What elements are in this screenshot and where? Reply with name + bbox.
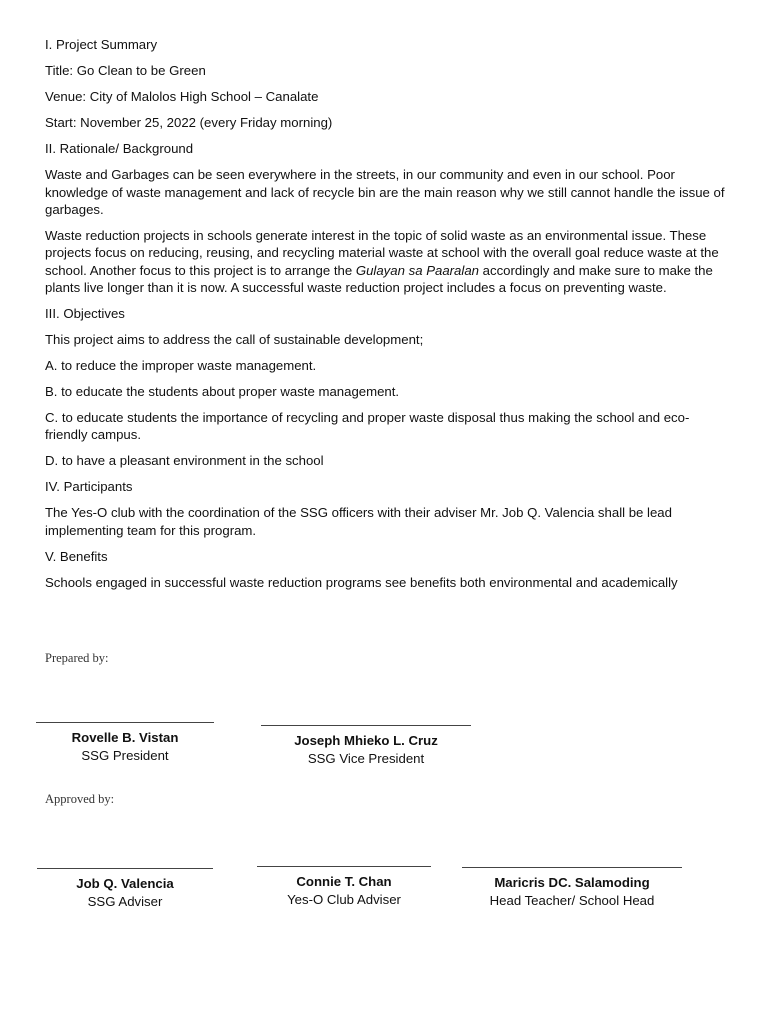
objective-c: C. to educate students the importance of recycling and proper waste disposal thus making the school and eco- friendly campus. xyxy=(45,409,690,442)
signatory-name: Connie T. Chan xyxy=(296,874,392,889)
signatory-school-head xyxy=(458,867,686,910)
signatory-ssg-vice-president xyxy=(254,725,478,768)
benefits-heading: V. Benefits xyxy=(45,548,108,564)
signatory-ssg-president xyxy=(25,722,225,765)
signatory-name: Maricris DC. Salamoding xyxy=(494,875,650,890)
approved-by-label: Approved by: xyxy=(45,792,115,806)
signatory-name: Job Q. Valencia xyxy=(76,876,174,891)
signature-line xyxy=(261,725,471,726)
signature-line xyxy=(462,867,682,868)
signatory-role: SSG President xyxy=(81,748,169,763)
signatory-role: SSG Vice President xyxy=(307,751,425,766)
signatory-role: SSG Adviser xyxy=(87,894,163,909)
participants-heading: IV. Participants xyxy=(45,479,133,494)
objective-d: D. to have a pleasant environment in the school xyxy=(45,453,324,468)
signature-line xyxy=(37,868,213,869)
rationale-paragraph-1: Waste and Garbages can be seen everywhere in the streets, in our community and even in our school. Poor knowledge of waste management and lack of recycle bin are the main reason why we still cannot handle the issue of garbages. xyxy=(45,167,725,217)
signatory-ssg-adviser xyxy=(25,868,225,911)
objective-b: B. to educate the students about proper waste management. xyxy=(45,383,400,399)
project-title: Title: Go Clean to be Green xyxy=(45,63,206,78)
project-venue: Venue: City of Malolos High School – Canalate xyxy=(45,89,319,104)
signatory-name: Rovelle B. Vistan xyxy=(71,730,179,745)
objectives-intro: This project aims to address the call of sustainable development; xyxy=(45,331,424,347)
gulayan-sa-paaralan-emphasis: Gulayan sa Paaralan xyxy=(355,262,479,278)
objectives-heading: III. Objectives xyxy=(45,305,125,321)
project-start: Start: November 25, 2022 (every Friday morning) xyxy=(45,115,333,130)
signatory-role: Yes-O Club Adviser xyxy=(287,892,401,907)
objective-a: A. to reduce the improper waste management. xyxy=(45,357,317,373)
prepared-by-label: Prepared by: xyxy=(45,651,109,665)
signatory-name: Joseph Mhieko L. Cruz xyxy=(294,733,438,748)
signature-line xyxy=(36,722,214,723)
proposal-body xyxy=(45,36,727,600)
rationale-paragraph-2-start: Waste reduction projects in schools generate interest in the topic of solid waste as an environmental issue. These projects focus on reducing, reusing, and recycling material waste at school with the overall goal reduce waste at the school. Another focus to this project is to arrange the xyxy=(45,227,719,278)
rationale-heading: II. Rationale/ Background xyxy=(45,141,194,156)
signatory-yes-o-adviser xyxy=(246,866,442,909)
signatory-role: Head Teacher/ School Head xyxy=(489,893,655,908)
signature-line xyxy=(257,866,431,867)
rationale-paragraph-2 xyxy=(45,227,727,297)
project-summary-heading: I. Project Summary xyxy=(45,37,158,52)
benefits-text: Schools engaged in successful waste reduction programs see benefits both environmental and academically xyxy=(45,574,678,590)
rationale-paragraph-2-end: accordingly and make sure to make the plants live longer than it is now. A successful waste reduction project includes a focus on preventing waste. xyxy=(45,262,713,295)
participants-text: The Yes-O club with the coordination of the SSG officers with their adviser Mr. Job Q. Valencia shall be lead implementing team for this program. xyxy=(45,505,672,538)
